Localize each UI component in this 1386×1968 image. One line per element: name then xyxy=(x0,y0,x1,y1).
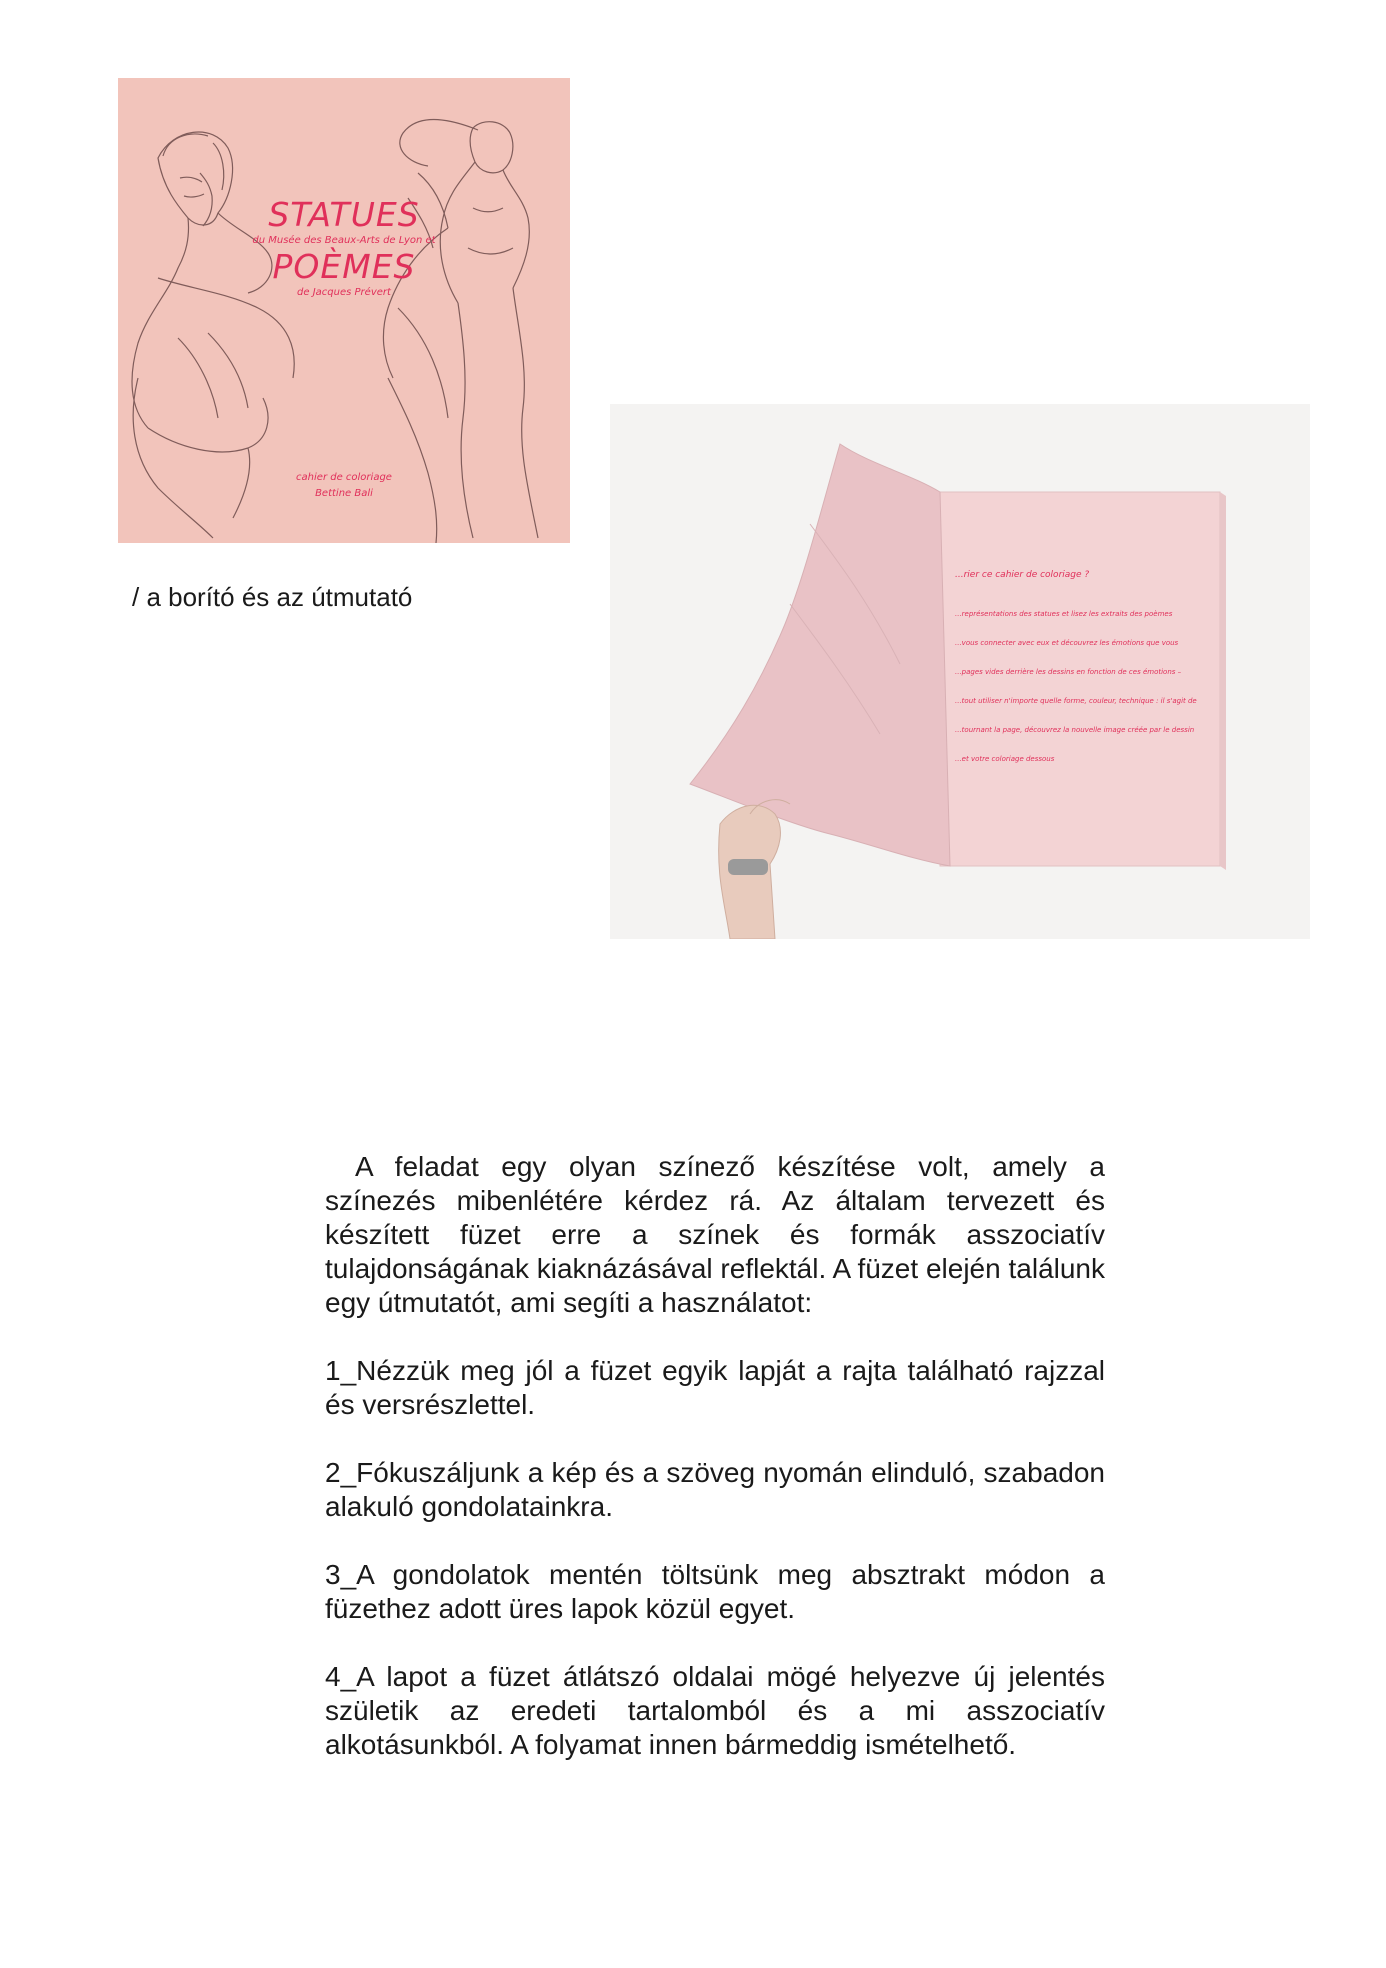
intro-paragraph: A feladat egy olyan színező készítése volt, amely a színezés mibenlétére kérdez rá. Az általam tervezett és készített füzet erre a színek és formák asszociatív tulajdonságának kiaknázásával reflektál. A füzet elején találunk egy útmutatót, ami segíti a használatot: xyxy=(325,1151,1105,1318)
step-1-paragraph: 1_Nézzük meg jól a füzet egyik lapját a rajta található rajzzal és versrészlettel. xyxy=(325,1355,1105,1420)
guide-line: ...et votre coloriage dessous xyxy=(955,755,1055,763)
cover-title-statues: STATUES xyxy=(268,195,420,234)
cover-subtitle-museum: du Musée des Beaux-Arts de Lyon et xyxy=(252,235,436,246)
description-text xyxy=(325,1150,1105,1796)
guide-line: ...représentations des statues et lisez les extraits des poèmes xyxy=(955,610,1173,618)
cover-credit-artist: Bettine Bali xyxy=(315,488,373,499)
step-3-paragraph: 3_A gondolatok mentén töltsünk meg absztrakt módon a füzethez adott üres lapok közül egyet. xyxy=(325,1559,1105,1624)
image-caption: / a borító és az útmutató xyxy=(132,582,413,612)
cover-title-block xyxy=(118,196,570,300)
guide-line: ...tout utiliser n'importe quelle forme, couleur, technique : il s'agit de xyxy=(955,697,1197,705)
guide-line: ...tournant la page, découvrez la nouvelle image créée par le dessin xyxy=(955,726,1195,734)
cover-credit-type: cahier de coloriage xyxy=(296,472,392,483)
cover-title-poemes: POÈMES xyxy=(272,247,416,286)
ring-shape xyxy=(728,859,768,875)
cover-credits xyxy=(118,470,570,502)
booklet-curled-page xyxy=(690,444,950,866)
guide-question: ...rier ce cahier de coloriage ? xyxy=(955,570,1090,580)
booklet-guide-text xyxy=(955,570,1215,783)
cover-subtitle-author: de Jacques Prévert xyxy=(297,287,391,298)
step-2-paragraph: 2_Fókuszáljunk a kép és a szöveg nyomán elinduló, szabadon alakuló gondolatainkra. xyxy=(325,1457,1105,1522)
guide-line: ...vous connecter avec eux et découvrez les émotions que vous xyxy=(955,639,1179,647)
cover-image xyxy=(118,78,570,543)
guide-line: ...pages vides derrière les dessins en fonction de ces émotions – xyxy=(955,668,1182,676)
step-4-paragraph: 4_A lapot a füzet átlátszó oldalai mögé helyezve új jelentés születik az eredeti tartalomból és a mi asszociatív alkotásunkból. A folyamat innen bármeddig ismételhető. xyxy=(325,1661,1105,1760)
booklet-page-edge xyxy=(1220,492,1226,870)
